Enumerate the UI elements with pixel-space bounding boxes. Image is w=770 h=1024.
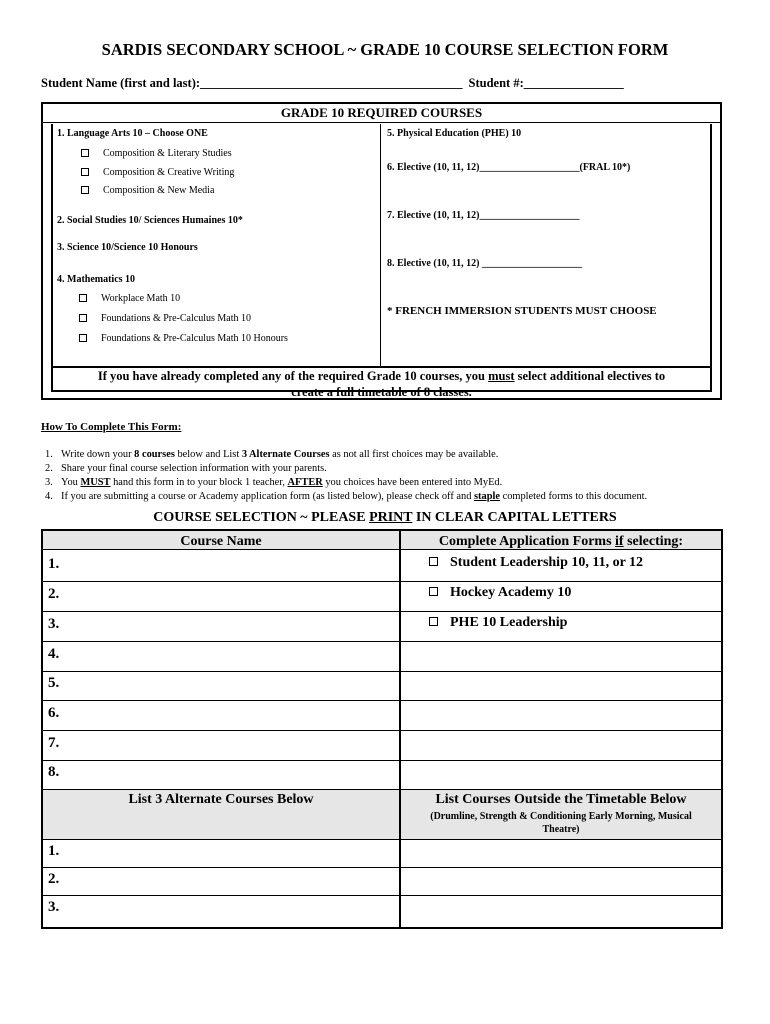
col-course-name: Course Name bbox=[180, 534, 262, 549]
step-1: 1. Write down your 8 courses below and List 3 Alternate Courses as not all first choices may be available. bbox=[45, 449, 499, 460]
la-option[interactable]: Composition & Literary Studies bbox=[81, 148, 232, 159]
checkbox[interactable] bbox=[429, 617, 438, 626]
alternate-row-1[interactable]: 1. bbox=[48, 843, 60, 859]
col-application-forms: Complete Application Forms if selecting: bbox=[438, 534, 684, 549]
math-option[interactable]: Workplace Math 10 bbox=[79, 293, 180, 304]
outside-timetable-heading: List Courses Outside the Timetable Below bbox=[435, 792, 687, 807]
app-form-student-leadership[interactable]: Student Leadership 10, 11, or 12 bbox=[429, 555, 643, 571]
outside-timetable-subheading: (Drumline, Strength & Conditioning Early Morning, Musical Theatre) bbox=[430, 811, 692, 835]
ss-label: 2. Social Studies 10/ Sciences Humaines 10* bbox=[57, 215, 243, 226]
phe-label: 5. Physical Education (PHE) 10 bbox=[387, 128, 522, 139]
french-note: * FRENCH IMMERSION STUDENTS MUST CHOOSE bbox=[387, 305, 657, 317]
student-name-label: Student Name (first and last): bbox=[41, 76, 201, 90]
course-row-6[interactable]: 6. bbox=[48, 705, 60, 721]
selection-heading: COURSE SELECTION ~ PLEASE PRINT IN CLEAR CAPITAL LETTERS bbox=[153, 510, 617, 525]
step-3: 3. You MUST hand this form in to your block 1 teacher, AFTER you choices have been entered into MyEd. bbox=[45, 477, 503, 488]
required-courses-box bbox=[41, 102, 722, 400]
step-4: 4. If you are submitting a course or Academy application form (as listed below), please check off and staple completed forms to this document. bbox=[45, 491, 648, 502]
student-number-label: Student #: bbox=[468, 76, 524, 90]
elective-8[interactable]: 8. Elective (10, 11, 12) ____________________ bbox=[387, 258, 582, 269]
student-number-field[interactable]: ________________ bbox=[523, 76, 624, 90]
course-row-4[interactable]: 4. bbox=[48, 646, 60, 662]
required-note: If you have already completed any of the required Grade 10 courses, you must select additional electives to create a full timetable of 8 classes. bbox=[51, 366, 712, 392]
checkbox[interactable] bbox=[429, 557, 438, 566]
course-row-8[interactable]: 8. bbox=[48, 764, 60, 780]
math-option[interactable]: Foundations & Pre-Calculus Math 10 bbox=[79, 313, 251, 324]
howto-heading: How To Complete This Form: bbox=[41, 421, 182, 433]
student-info-line bbox=[41, 76, 624, 91]
app-form-hockey-academy[interactable]: Hockey Academy 10 bbox=[429, 585, 571, 601]
elective-7[interactable]: 7. Elective (10, 11, 12)____________________ bbox=[387, 210, 580, 221]
la-option[interactable]: Composition & Creative Writing bbox=[81, 167, 234, 178]
math-option[interactable]: Foundations & Pre-Calculus Math 10 Honours bbox=[79, 333, 288, 344]
page-title: SARDIS SECONDARY SCHOOL ~ GRADE 10 COURSE SELECTION FORM bbox=[101, 40, 669, 59]
step-2: 2. Share your final course selection information with your parents. bbox=[45, 463, 327, 474]
checkbox[interactable] bbox=[429, 587, 438, 596]
required-heading: GRADE 10 REQUIRED COURSES bbox=[43, 104, 720, 123]
checkbox[interactable] bbox=[81, 186, 89, 194]
course-row-2[interactable]: 2. bbox=[48, 586, 60, 602]
checkbox[interactable] bbox=[79, 334, 87, 342]
app-form-phe-leadership[interactable]: PHE 10 Leadership bbox=[429, 615, 567, 631]
student-name-field[interactable]: __________________________________________ bbox=[200, 76, 463, 90]
checkbox[interactable] bbox=[81, 149, 89, 157]
checkbox[interactable] bbox=[79, 314, 87, 322]
course-row-3[interactable]: 3. bbox=[48, 616, 60, 632]
course-row-5[interactable]: 5. bbox=[48, 675, 60, 691]
alternate-heading: List 3 Alternate Courses Below bbox=[128, 792, 314, 807]
checkbox[interactable] bbox=[81, 168, 89, 176]
math-label: 4. Mathematics 10 bbox=[57, 274, 136, 285]
alternate-row-2[interactable]: 2. bbox=[48, 871, 60, 887]
required-courses-grid bbox=[51, 124, 712, 368]
la-label: 1. Language Arts 10 – Choose ONE bbox=[57, 128, 208, 139]
course-row-7[interactable]: 7. bbox=[48, 735, 60, 751]
alternate-row-3[interactable]: 3. bbox=[48, 899, 60, 915]
la-option[interactable]: Composition & New Media bbox=[81, 185, 214, 196]
checkbox[interactable] bbox=[79, 294, 87, 302]
elective-6[interactable]: 6. Elective (10, 11, 12)____________________(FRAL 10*) bbox=[387, 162, 631, 173]
course-row-1[interactable]: 1. bbox=[48, 556, 60, 572]
sci-label: 3. Science 10/Science 10 Honours bbox=[57, 242, 198, 253]
course-selection-table bbox=[41, 529, 723, 929]
howto-steps bbox=[45, 448, 647, 504]
